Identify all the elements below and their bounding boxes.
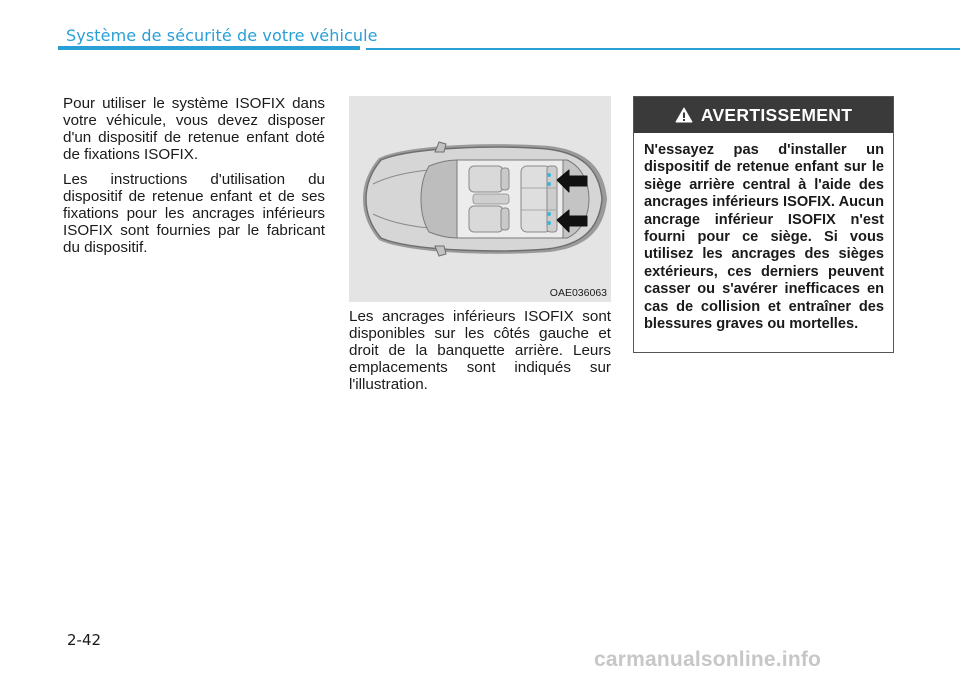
intro-column <box>63 95 325 264</box>
header-rule-thick <box>58 46 360 50</box>
watermark: carmanualsonline.info <box>594 648 822 671</box>
section-title: Système de sécurité de votre véhicule <box>66 26 378 45</box>
header-rule-thin <box>366 48 960 50</box>
warning-text: N'essayez pas d'installer un dispositif de retenue enfant sur le siège arrière central à l'aide des ancrages inférieurs ISOFIX. Aucun ancrage inférieur ISOFIX n'est fourni pour ce siège. Si vous utilisez les ancrages des sièges extérieurs, ces derniers peuvent casser ou s'avérer inefficaces en cas de collision et entraîner des blessures graves ou mortelles. <box>644 142 884 333</box>
anchors-column <box>349 308 611 401</box>
page-number: 2-42 <box>67 631 102 649</box>
figure-code: OAE036063 <box>549 287 607 299</box>
warning-title: AVERTISSEMENT <box>700 104 853 125</box>
isofix-figure <box>349 96 611 302</box>
car-top-view-icon <box>349 96 611 302</box>
warning-triangle-icon <box>675 107 693 123</box>
intro-paragraph-2: Les instructions d'utilisation du dispositif de retenue enfant et de ses fixations pour les ancrages inférieurs ISOFIX sont fournies par le fabricant du dispositif. <box>63 171 325 256</box>
warning-header <box>634 97 893 133</box>
intro-paragraph-1: Pour utiliser le système ISOFIX dans votre véhicule, vous devez disposer d'un dispositif de retenue enfant doté de fixations ISOFIX. <box>63 95 325 163</box>
anchors-paragraph: Les ancrages inférieurs ISOFIX sont disponibles sur les côtés gauche et droit de la banquette arrière. Leurs emplacements sont indiqués sur l'illustration. <box>349 308 611 393</box>
warning-box <box>633 96 894 353</box>
